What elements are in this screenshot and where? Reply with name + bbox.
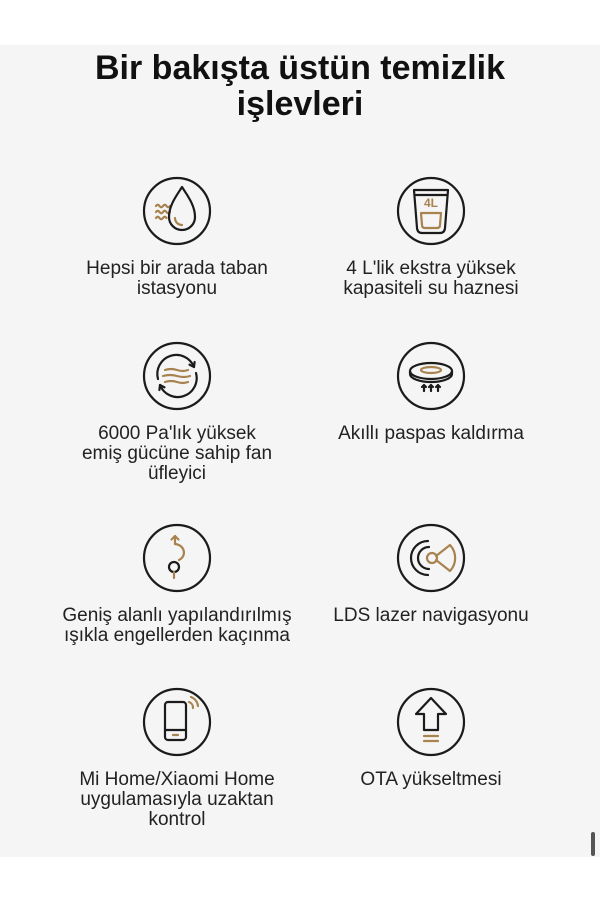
feature-label-line: ışıkla engellerden kaçınma (63, 625, 290, 646)
feature-label (47, 424, 307, 484)
obstacle-avoidance-icon (142, 523, 212, 593)
mop-lift-icon (396, 341, 466, 411)
feature-label-line: uygulamasıyla uzaktan (80, 789, 274, 810)
feature-label-line: üfleyici (147, 463, 207, 484)
tank-capacity-text: 4L (423, 196, 439, 210)
ota-upgrade-icon (396, 687, 466, 757)
water-drop-icon (142, 176, 212, 246)
feature-label (47, 606, 307, 646)
feature-label-line: Hepsi bir arada taban (86, 258, 268, 279)
feature-label-line: OTA yükseltmesi (360, 769, 502, 790)
feature-label (301, 259, 561, 299)
feature-label-line: 4 L'lik ekstra yüksek (346, 258, 516, 279)
page-title (0, 50, 600, 122)
feature-label-line: LDS lazer navigasyonu (333, 605, 529, 626)
feature-label-line: istasyonu (136, 278, 218, 299)
feature-water-tank (301, 176, 561, 299)
feature-obstacle-avoidance (47, 523, 307, 646)
page-title-line: işlevleri (236, 85, 364, 123)
feature-lds-navigation (301, 523, 561, 626)
feature-label-line: emiş gücüne sahip fan (81, 443, 273, 464)
page-title-line: Bir bakışta üstün temizlik (95, 49, 505, 87)
feature-label (47, 770, 307, 830)
feature-label-line: Geniş alanlı yapılandırılmış (62, 605, 292, 626)
water-tank-icon (396, 176, 466, 246)
feature-label-line: kapasiteli su haznesi (343, 278, 519, 299)
phone-remote-icon (142, 687, 212, 757)
feature-app-control (47, 687, 307, 830)
feature-label-line: Akıllı paspas kaldırma (338, 423, 524, 444)
feature-label-line: Mi Home/Xiaomi Home (79, 769, 275, 790)
feature-label-line: 6000 Pa'lık yüksek (98, 423, 256, 444)
feature-label (301, 770, 561, 790)
feature-label (47, 259, 307, 299)
feature-label (301, 606, 561, 626)
feature-ota-upgrade (301, 687, 561, 790)
feature-mop-lift (301, 341, 561, 444)
feature-base-station (47, 176, 307, 299)
feature-label-line: kontrol (148, 809, 206, 830)
feature-label (301, 424, 561, 444)
fan-airflow-icon (142, 341, 212, 411)
lds-laser-icon (396, 523, 466, 593)
scrollbar-thumb[interactable] (591, 832, 595, 856)
feature-suction-fan (47, 341, 307, 484)
